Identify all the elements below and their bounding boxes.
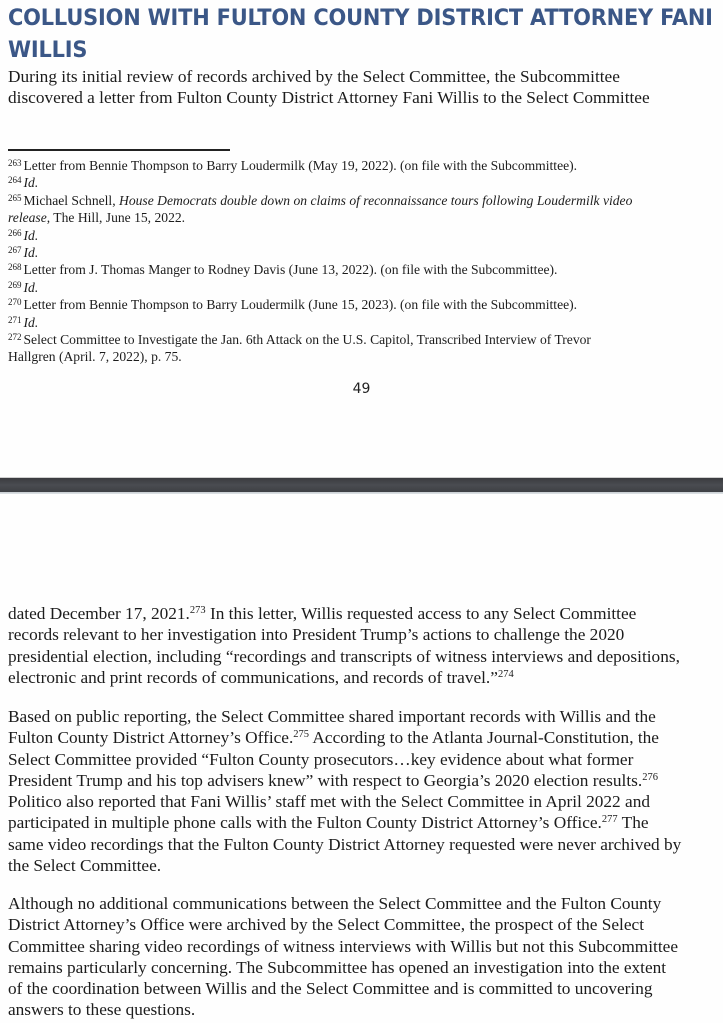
text-run: President Trump and his top advisers knew” with respect to Georgia’s 2020 election results. [8,770,643,790]
footnote-text: Letter from Bennie Thompson to Barry Loudermilk (June 15, 2023). (on file with the Subcommittee). [23,297,578,313]
text-run: remains particularly concerning. The Subcommittee has opened an investigation into the extent [8,957,667,977]
text-run: Although no additional communications between the Select Committee and the Fulton County [8,894,662,913]
text-run: electronic and print records of communications, and records of travel.” [8,667,498,687]
text-run: records relevant to her investigation into President Trump’s actions to challenge the 2020 [8,625,625,645]
text-line [8,893,722,914]
text-line [8,706,722,727]
text-run: The [617,813,649,833]
footnote-number: 266 [8,227,22,238]
text-line [8,624,722,645]
footnote-reference: 273 [189,605,206,616]
footnote-italic-text: House Democrats double down on claims of reconnaissance tours following Loudermilk video [119,192,633,208]
text-run: same video recordings that the Fulton County District Attorney requested were never archived by [8,834,682,854]
document-page-49 [0,0,723,477]
text-line [8,914,722,935]
footnote [8,261,720,278]
footnote-italic-text: Id. [23,279,39,295]
footnote-reference: 274 [497,668,514,680]
text-run: Fulton County District Attorney’s Office. [8,728,294,748]
text-line [8,978,722,999]
footnote-number: 265 [8,192,22,203]
text-line [8,999,722,1020]
text-run: Politico also reported that Fani Willis’ staff met with the Select Committee in April 2022 and [8,792,650,812]
text-line [8,603,722,624]
footnote-italic-text: Id. [23,314,39,330]
text-line [8,770,722,791]
text-line [8,727,722,748]
text-line [8,936,722,957]
text-run: According to the Atlanta Journal-Constitution, the [309,728,659,748]
body-paragraph-2 [8,706,722,876]
body-paragraph-1 [8,603,722,688]
footnote-number: 268 [8,262,22,273]
footnote-number: 270 [8,297,22,308]
text-run: District Attorney’s Office were archived by the Select Committee, the prospect of the Select [8,915,645,935]
footnote [8,157,720,174]
footnote-reference: 276 [642,771,658,783]
footnote-italic-text: Id. [23,175,39,191]
footnote-continuation [8,348,720,365]
footnote-italic-text: Id. [23,227,39,243]
footnote-number: 264 [8,175,22,186]
text-run: Based on public reporting, the Select Committee shared important records with Willis and the [8,707,656,726]
footnote [8,192,720,209]
footnote [8,174,720,191]
text-line [8,749,722,770]
footnote-number: 271 [8,314,22,325]
footnote-italic-text: release [8,210,47,226]
footnote [8,314,720,331]
text-line: During its initial review of records archived by the Select Committee, the Subcommittee [8,67,620,86]
footnote-text: Letter from J. Thomas Manger to Rodney Davis (June 13, 2022). (on file with the Subcommittee). [23,262,558,278]
text-line [8,855,722,876]
footnote [8,331,720,348]
footnote-continuation [8,209,720,226]
footnote-reference: 275 [293,729,310,741]
footnotes-list [8,157,720,366]
page-number: 49 [352,381,371,397]
heading-line: WILLIS [8,37,88,63]
footnote [8,279,720,296]
text-line [8,834,722,855]
footnote-text: , The Hill, June 15, 2022. [46,210,186,226]
footnote-number: 272 [8,332,22,343]
text-line [8,791,722,812]
section-heading [8,2,713,66]
footnote-number: 269 [8,279,22,290]
text-line [8,812,722,833]
footnote-number: 267 [8,245,22,256]
text-line [8,667,722,688]
text-line [8,957,722,978]
footnote-italic-text: Id. [23,245,39,261]
text-run: participated in multiple phone calls with the Fulton County District Attorney’s Office. [8,813,602,833]
text-line: discovered a letter from Fulton County District Attorney Fani Willis to the Select Committee [8,88,650,108]
footnote [8,296,720,313]
page-separator [0,477,723,494]
text-run: the Select Committee. [8,856,162,876]
text-run: Select Committee provided “Fulton County prosecutors…key evidence about what former [8,749,634,769]
text-run: Committee sharing video recordings of witness interviews with Willis but not this Subcommittee [8,936,678,956]
footnote [8,227,720,244]
footnote [8,244,720,261]
text-run: of the coordination between Willis and the Select Committee and is committed to uncovering [8,979,653,999]
footnote-reference: 277 [601,814,618,826]
text-line [8,646,722,667]
heading-line: COLLUSION WITH FULTON COUNTY DISTRICT ATTORNEY FANI [8,5,713,31]
body-paragraph-3 [8,893,722,1021]
footnote-text: Letter from Bennie Thompson to Barry Loudermilk (May 19, 2022). (on file with the Subcommittee). [23,158,578,173]
text-run: In this letter, Willis requested access to any Select Committee [205,604,637,623]
intro-paragraph [8,66,720,109]
footnote-text: Hallgren (April. 7, 2022), p. 75. [8,349,182,365]
footnote-text: Select Committee to Investigate the Jan. 6th Attack on the U.S. Capitol, Transcribed Interview of Trevor [23,332,591,348]
footnote-divider [8,149,230,151]
text-run: dated December 17, 2021. [8,604,190,623]
footnote-number: 263 [8,158,22,168]
text-run: presidential election, including “recordings and transcripts of witness interviews and depositions, [8,646,680,666]
footnote-text: Michael Schnell, [23,192,120,208]
text-run: answers to these questions. [8,1000,196,1020]
